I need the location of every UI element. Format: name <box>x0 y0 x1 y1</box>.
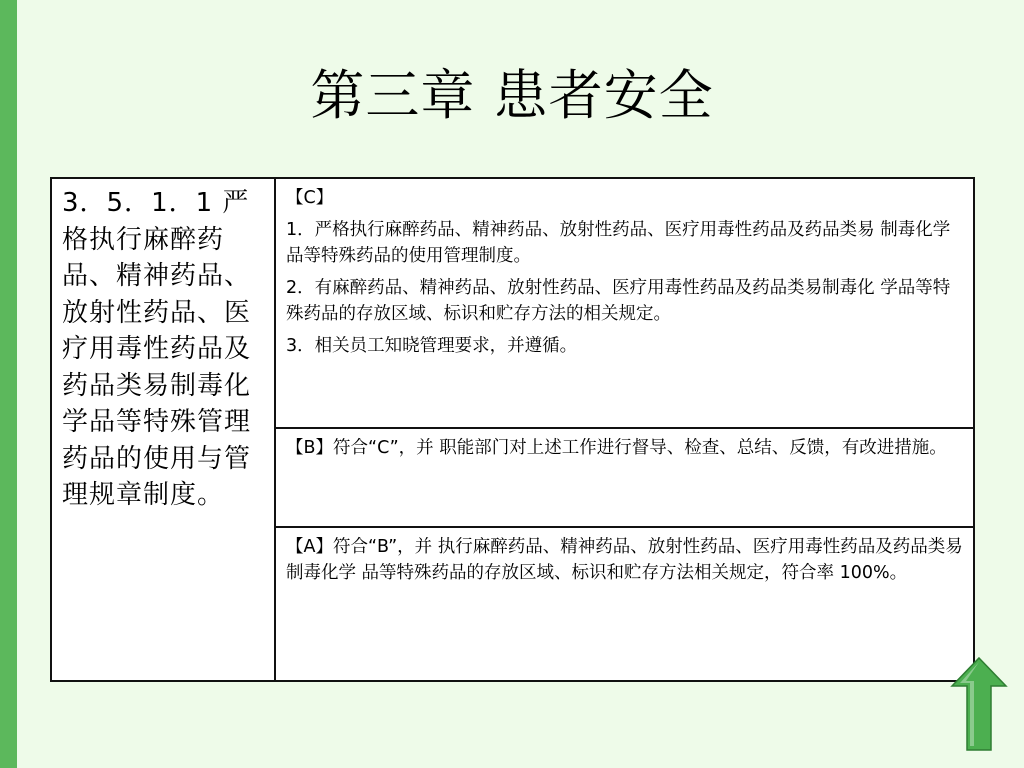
standard-cell: 3．5．1．1 严格执行麻醉药品、精神药品、放射性药品、医疗用毒性药品及药品类易制毒化学品等特殊管理药品的使用与管理规章制度。 <box>51 178 275 681</box>
criteria-table <box>50 177 975 682</box>
grade-c-item: 2．有麻醉药品、精神药品、放射性药品、医疗用毒性药品及药品类易制毒化 学品等特殊药品的存放区域、标识和贮存方法的相关规定。 <box>286 278 951 324</box>
page-title: 第三章 患者安全 <box>310 64 714 127</box>
up-arrow-icon[interactable] <box>950 656 1008 752</box>
grade-c-heading: 【C】 <box>286 188 334 208</box>
table-row <box>51 178 974 428</box>
grade-a-cell: 【A】符合“B”，并 执行麻醉药品、精神药品、放射性药品、医疗用毒性药品及药品类易制毒化学 品等特殊药品的存放区域、标识和贮存方法相关规定，符合率 100%。 <box>275 527 974 681</box>
grade-c-item: 1．严格执行麻醉药品、精神药品、放射性药品、医疗用毒性药品及药品类易 制毒化学品等特殊药品的使用管理制度。 <box>286 220 951 266</box>
grade-c-item: 3．相关员工知晓管理要求，并遵循。 <box>286 336 578 356</box>
grade-c-cell <box>275 178 974 428</box>
grade-b-cell: 【B】符合“C”，并 职能部门对上述工作进行督导、检查、总结、反馈，有改进措施。 <box>275 428 974 527</box>
